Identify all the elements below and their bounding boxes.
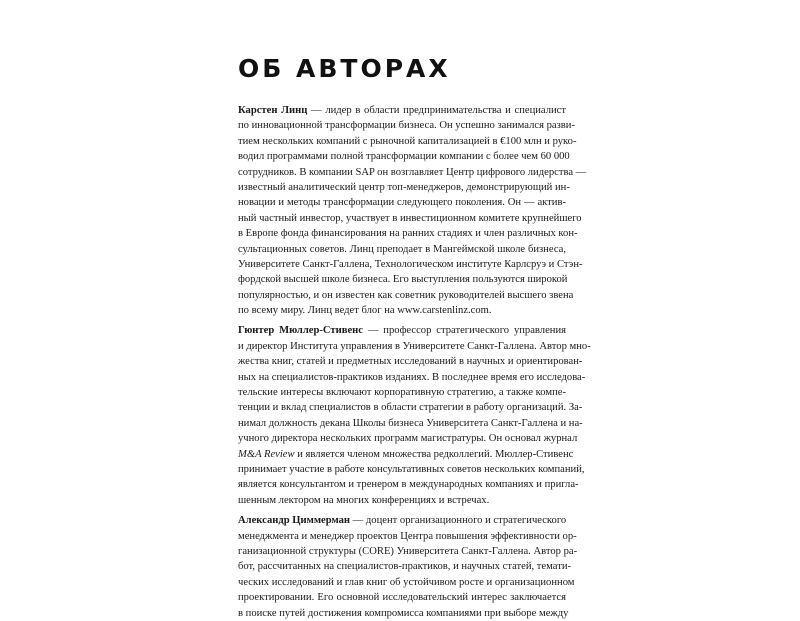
bio-line: известный аналитический центр топ-менеджеров, демонстрирующий ин- <box>238 181 570 193</box>
bio-line: Карстен Линц — лидер в области предпринимательства и специалист <box>238 105 566 116</box>
bio-line: тельские интересы включают корпоративную стратегию, а также компе- <box>238 387 566 399</box>
page-heading: ОБ АВТОРАХ <box>238 54 451 83</box>
bio-line: ных на специалистов-практиков изданиях. В последнее время его исследова- <box>238 371 586 383</box>
author-name: Александр Циммерман <box>238 515 351 527</box>
bio-line: тием нескольких компаний с рыночной капитализацией в €100 млн и руко- <box>238 135 577 147</box>
bio-line: ный частный инвестор, участвует в инвестиционном комитете крупнейшего <box>238 212 582 224</box>
bio-line: в Европе фонда финансирования на ранних стадиях и член различных кон- <box>238 228 578 240</box>
bio-line: менеджмента и менеджер проектов Центра повышения эффективности ор- <box>238 530 577 542</box>
bio-line: фордской высшей школе бизнеса. Его выступления пользуются широкой <box>238 274 568 286</box>
bio-line: тенции и вклад специалистов в области стратегии в работу организаций. За- <box>238 402 583 414</box>
bio-line: популярностью, и он известен как советник руководителей высшего звена <box>238 289 574 301</box>
bio-line: Гюнтер Мюллер-Стивенс — профессор стратегического управления <box>238 325 566 337</box>
bio-line: и директор Института управления в Университете Санкт-Галлена. Автор мно- <box>238 340 591 352</box>
bio-line: M&A Review и является членом множества редколлегий. Мюллер-Стивенс <box>238 448 574 460</box>
bio-line: является консультантом и тренером в международных компаниях и пригла- <box>238 479 579 491</box>
bio-line: учного директора нескольких программ магистратуры. Он основал журнал <box>238 433 578 445</box>
bio-line: сотрудников. В компании SAP он возглавляет Центр цифрового лидерства — <box>238 166 587 178</box>
bio-line: Университете Санкт-Галлена, Технологическом институте Карлсруэ и Стэн- <box>238 258 583 270</box>
bio-line: водил программами полной трансформации компании с более чем 60 000 <box>238 151 570 163</box>
bio-line: в поиске путей достижения компромисса компаниями при выборе между <box>238 607 569 619</box>
bio-line: проектировании. Его основной исследовательский интерес заключается <box>238 592 566 604</box>
bio-line: принимает участие в работе консультативных советов нескольких компаний, <box>238 463 585 475</box>
bio-line: шенным лектором на многих конференциях и встречах. <box>238 494 490 506</box>
bio-line: сультационных советов. Линц преподает в Мангеймской школе бизнеса, <box>238 243 566 255</box>
author-bios <box>238 103 591 619</box>
bio-line: по всему миру. Линц ведет блог на www.carstenlinz.com. <box>238 305 492 317</box>
author-bio-muller-stewens <box>238 323 591 508</box>
bio-line: новации и методы трансформации следующего поколения. Он — актив- <box>238 197 566 209</box>
bio-line: бот, рассчитанных на специалистов-практиков, и научных статей, темати- <box>238 561 572 573</box>
bio-line: нимал должность декана Школы бизнеса Университета Санкт-Галлена и на- <box>238 417 583 429</box>
bio-line: ганизационной структуры (CORE) Университета Санкт-Галлена. Автор ра- <box>238 545 578 557</box>
bio-line: по инновационной трансформации бизнеса. Он успешно занимался разви- <box>238 120 575 132</box>
journal-title: M&A Review <box>238 448 295 460</box>
bio-line: жества книг, статей и предметных исследований в научных и ориентирован- <box>238 356 583 368</box>
author-name: Карстен Линц <box>238 105 308 116</box>
author-bio-zimmermann <box>238 513 578 621</box>
author-name: Гюнтер Мюллер-Стивенс <box>238 325 363 337</box>
bio-line: ческих исследований и глав книг об устойчивом росте и организационном <box>238 576 575 588</box>
author-bio-linz <box>238 103 587 318</box>
bio-line: Александр Циммерман — доцент организационного и стратегического <box>238 515 567 527</box>
